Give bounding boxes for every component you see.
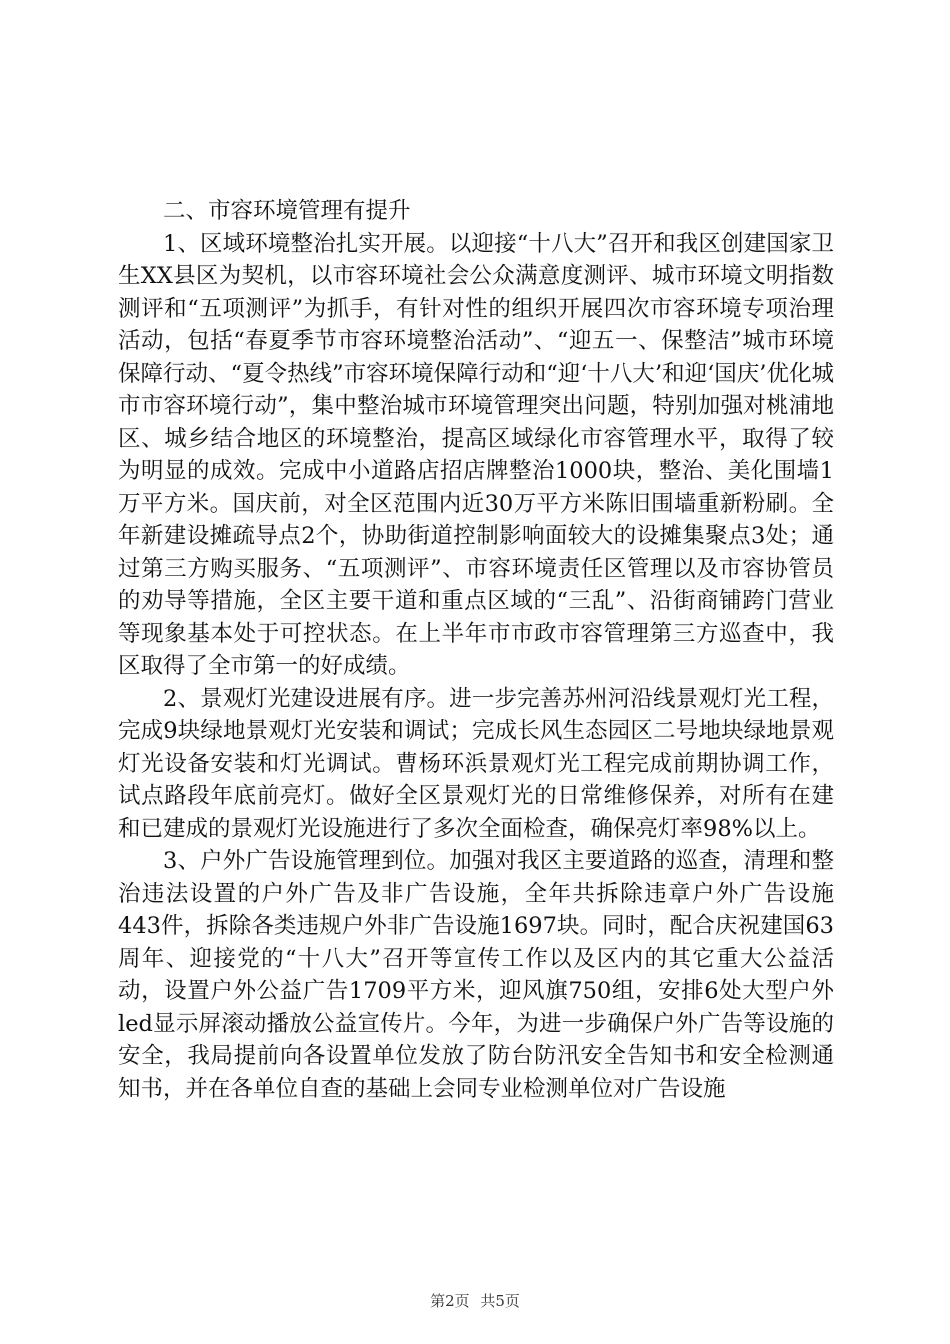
paragraph-landscape-lighting: 2、景观灯光建设进展有序。进一步完善苏州河沿线景观灯光工程，完成9块绿地景观灯光安装和调试；完成长风生态园区二号地块绿地景观灯光设备安装和灯光调试。曹杨环浜景观灯光工程完成前期协调工作，试点路段年底前亮灯。做好全区景观灯光的日常维修保养，对所有在建和已建成的景观灯光设施进行了多次全面检查，确保亮灯率98%以上。 (118, 685, 834, 842)
paragraph-outdoor-advertising: 3、户外广告设施管理到位。加强对我区主要道路的巡查，清理和整治违法设置的户外广告及非广告设施，全年共拆除违章户外广告设施443件，拆除各类违规户外非广告设施1697块。同时，配合庆祝建国63周年、迎接党的“十八大”召开等宣传工作以及区内的其它重大公益活动，设置户外公益广告1709平方米，迎风旗750组，安排6处大型户外led显示屏滚动播放公益宣传片。今年，为进一步确保户外广告等设施的安全，我局提前向各设置单位发放了防台防汛安全告知书和安全检测通知书，并在各单位自查的基础上会同专业检测单位对广告设施 (118, 848, 834, 1102)
paragraph-environment-rectification: 1、区域环境整治扎实开展。以迎接“十八大”召开和我区创建国家卫生XX县区为契机，以市容环境社会公众满意度测评、城市环境文明指数测评和“五项测评”为抓手，有针对性的组织开展四次市容环境专项治理活动，包括“春夏季节市容环境整治活动”、“迎五一、保整洁”城市环境保障行动、“夏令热线”市容环境保障行动和“迎‘十八大’和迎‘国庆’优化城市市容环境行动”，集中整治城市环境管理突出问题，特别加强对桃浦地区、城乡结合地区的环境整治，提高区域绿化市容管理水平，取得了较为明显的成效。完成中小道路店招店牌整治1000块，整治、美化围墙1万平方米。国庆前，对全区范围内近30万平方米陈旧围墙重新粉刷。全年新建设摊疏导点2个，协助街道控制影响面较大的设摊集聚点3处；通过第三方购买服务、“五项测评”、市容环境责任区管理以及市容协管员的劝导等措施，全区主要干道和重点区域的“三乱”、沿街商铺跨门营业等现象基本处于可控状态。在上半年市市政市容管理第三方巡查中，我区取得了全市第一的好成绩。 (118, 230, 834, 679)
section-heading: 二、市容环境管理有提升 (163, 198, 411, 224)
page-number-current: 第2页 (430, 1292, 470, 1310)
page-number-total: 共5页 (480, 1292, 520, 1310)
document-body (118, 195, 834, 1105)
page-footer (0, 1290, 950, 1311)
